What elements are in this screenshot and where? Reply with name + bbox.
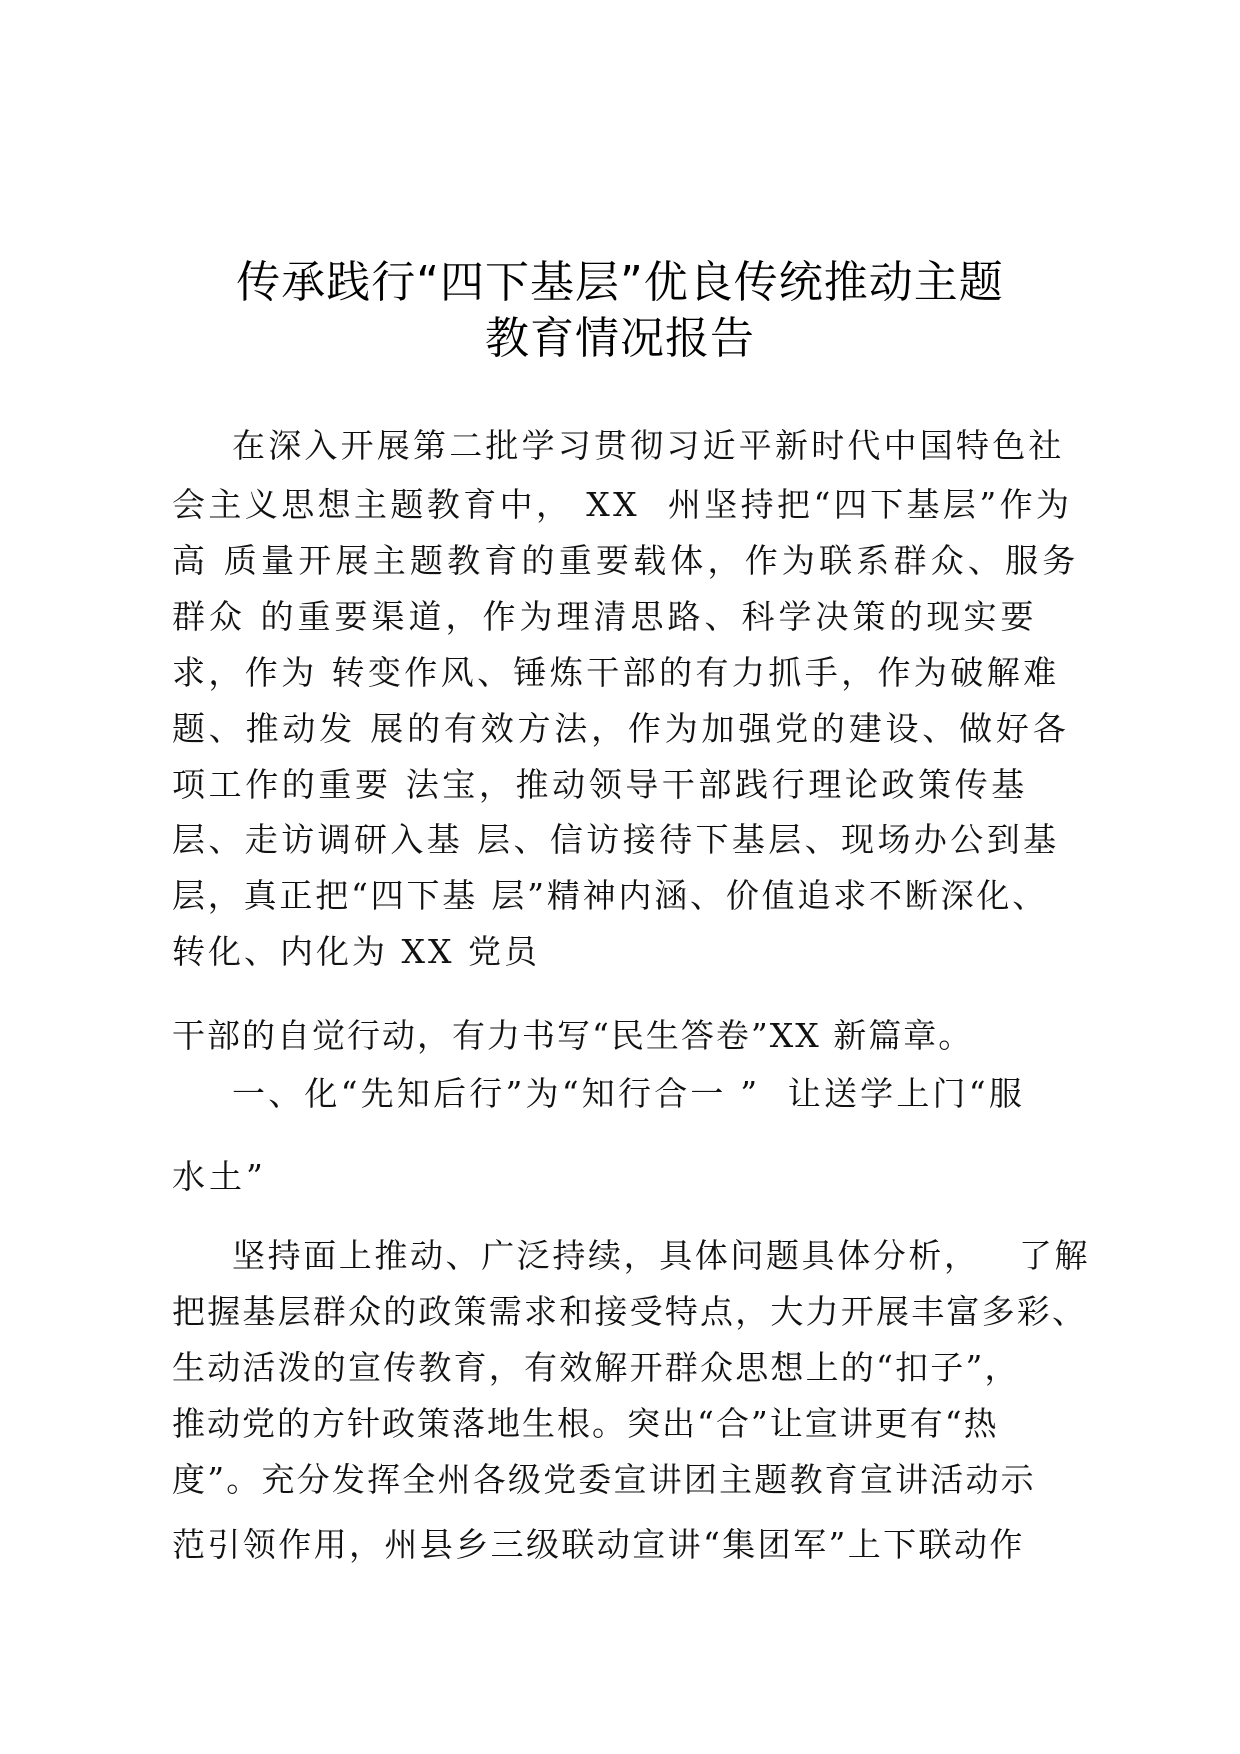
body-line-3: 高 质量开展主题教育的重要载体，作为联系群众、服务 <box>172 541 1080 580</box>
body-line-14: 坚持面上推动、广泛持续，具体问题具体分析， 了解 <box>232 1236 1091 1275</box>
body-line-1: 在深入开展第二批学习贯彻习近平新时代中国特色社 <box>232 426 1065 465</box>
body-line-18: 度”。充分发挥全州各级党委宣讲团主题教育宣讲活动示 <box>172 1460 1036 1499</box>
body-line-5: 求，作为 转变作风、锤炼干部的有力抓手，作为破解难 <box>172 653 1060 692</box>
body-line-19: 范引领作用，州县乡三级联动宣讲“集团军”上下联动作 <box>172 1525 1025 1564</box>
body-line-10: 转化、内化为 XX 党员 <box>172 932 540 971</box>
body-line-2: 会主义思想主题教育中， XX 州坚持把“四下基层”作为 <box>172 485 1073 524</box>
body-line-6: 题、推动发 展的有效方法，作为加强党的建设、做好各 <box>172 709 1070 748</box>
section-heading-1: 一、化“先知后行”为“知行合一 ” 让送学上门“服 <box>232 1074 1026 1113</box>
body-line-11: 干部的自觉行动，有力书写“民生答卷”XX 新篇章。 <box>172 1016 974 1055</box>
title-line-1: 传承践行“四下基层”优良传统推动主题 <box>236 257 1004 308</box>
body-line-4: 群众 的重要渠道，作为理清思路、科学决策的现实要 <box>172 597 1038 636</box>
body-line-16: 生动活泼的宣传教育，有效解开群众思想上的“扣子”， <box>172 1348 1020 1387</box>
body-line-7: 项工作的重要 法宝，推动领导干部践行理论政策传基 <box>172 765 1028 804</box>
title-line-2: 教育情况报告 <box>485 313 755 364</box>
section-heading-1-cont: 水土” <box>172 1157 267 1196</box>
document-title <box>0 255 1240 367</box>
body-line-9: 层，真正把“四下基 层”精神内涵、价值追求不断深化、 <box>172 876 1049 915</box>
body-line-17: 推动党的方针政策落地生根。突出“合”让宣讲更有“热 <box>172 1404 999 1443</box>
body-line-8: 层、走访调研入基 层、信访接待下基层、现场办公到基 <box>172 820 1060 859</box>
body-line-15: 把握基层群众的政策需求和接受特点，大力开展丰富多彩、 <box>172 1292 1088 1331</box>
